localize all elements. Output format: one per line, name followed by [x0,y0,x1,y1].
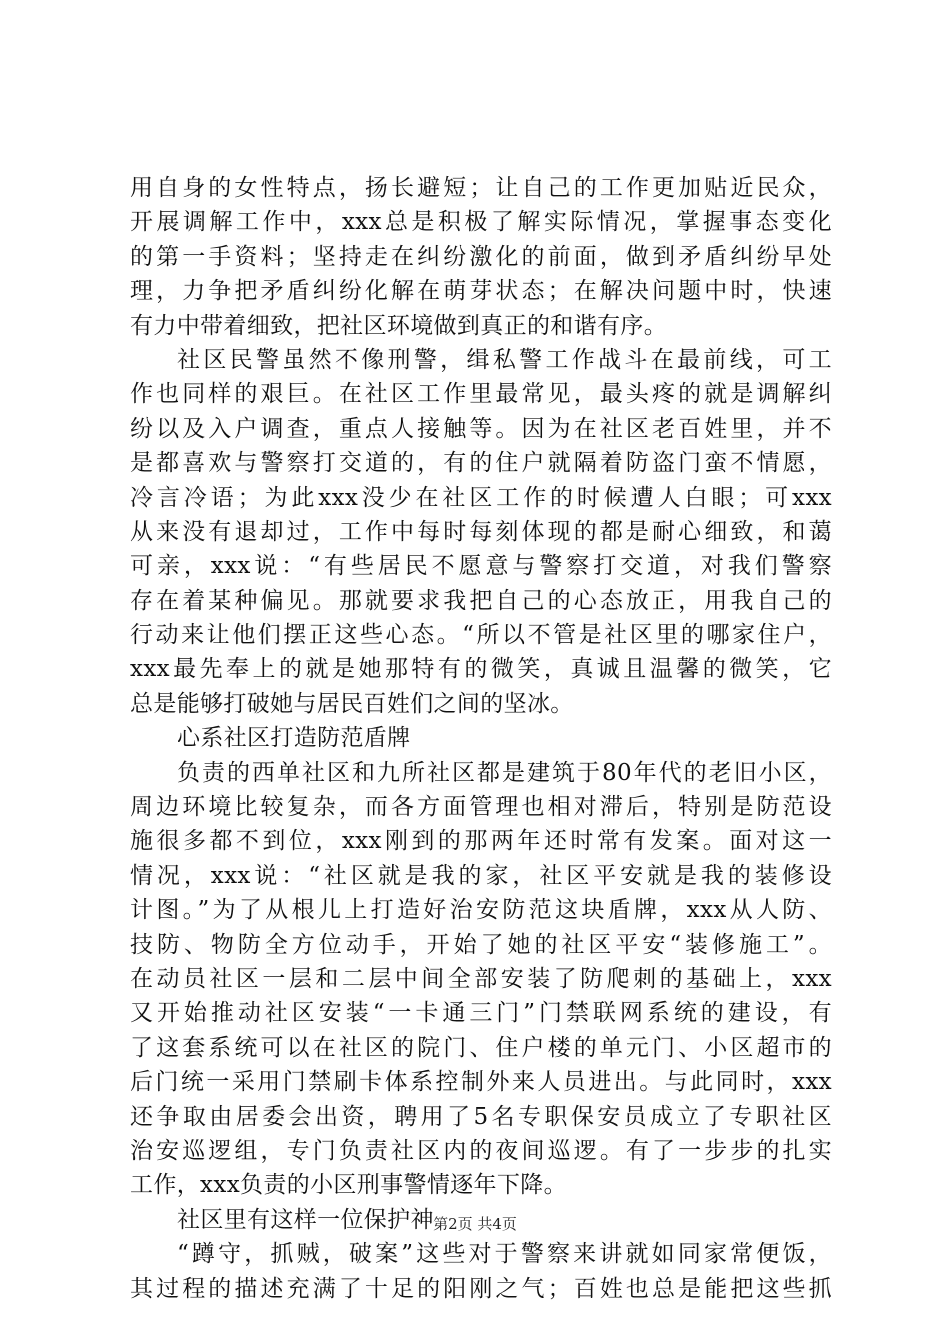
section-heading: 心系社区打造防范盾牌 [177,725,411,752]
text-line: 其过程的描述充满了十足的阳刚之气；百姓也总是能把这些抓 [130,1275,832,1302]
text-line: 的第一手资料；坚持走在纠纷激化的前面，做到矛盾纠纷早处 [130,243,832,270]
text-line: 开展调解工作中，xxx总是积极了解实际情况，掌握事态变化 [130,209,832,236]
text-line: 计图。”为了从根儿上打造好治安防范这块盾牌，xxx从人防、 [130,897,832,924]
text-line: 还争取由居委会出资，聘用了5名专职保安员成立了专职社区 [130,1103,832,1130]
text-line: 情况，xxx说：“社区就是我的家，社区平安就是我的装修设 [130,862,832,889]
text-line: 后门统一采用门禁刷卡体系控制外来人员进出。与此同时，xxx [130,1069,832,1096]
text-line: xxx最先奉上的就是她那特有的微笑，真诚且温馨的微笑，它 [130,656,832,683]
text-line: 施很多都不到位，xxx刚到的那两年还时常有发案。面对这一 [130,828,832,855]
text-line: 总是能够打破她与居民百姓们之间的坚冰。 [130,690,574,717]
text-line: 是都喜欢与警察打交道的，有的住户就隔着防盗门蛮不情愿， [130,450,832,477]
text-line: 周边环境比较复杂，而各方面管理也相对滞后，特别是防范设 [130,794,832,821]
text-line: 了这套系统可以在社区的院门、住户楼的单元门、小区超市的 [130,1034,832,1061]
text-line: 可亲，xxx说：“有些居民不愿意与警察打交道，对我们警察 [130,553,832,580]
text-line: 又开始推动社区安装“一卡通三门”门禁联网系统的建设，有 [130,1000,832,1027]
text-line: 纷以及入户调查，重点人接触等。因为在社区老百姓里，并不 [130,415,832,442]
text-line: 社区民警虽然不像刑警，缉私警工作战斗在最前线，可工 [177,346,832,373]
text-line: 有力中带着细致，把社区环境做到真正的和谐有序。 [130,312,668,339]
text-line: 存在着某种偏见。那就要求我把自己的心态放正，用我自己的 [130,587,832,614]
text-line: 工作，xxx负责的小区刑事警情逐年下降。 [130,1172,567,1199]
text-line: 冷言冷语；为此xxx没少在社区工作的时候遭人白眼；可xxx [130,484,832,511]
section-heading: 社区里有这样一位保护神 [177,1206,434,1233]
text-line: 用自身的女性特点，扬长避短；让自己的工作更加贴近民众， [130,175,832,201]
text-line: 行动来让他们摆正这些心态。“所以不管是社区里的哪家住户， [130,622,832,649]
text-line: 技防、物防全方位动手，开始了她的社区平安“装修施工”。 [130,931,832,958]
text-line: 负责的西单社区和九所社区都是建筑于80年代的老旧小区， [177,759,832,786]
text-line: “蹲守，抓贼，破案”这些对于警察来讲就如同家常便饭， [177,1241,832,1268]
text-line: 治安巡逻组，专门负责社区内的夜间巡逻。有了一步步的扎实 [130,1137,832,1164]
text-line: 从来没有退却过，工作中每时每刻体现的都是耐心细致，和蔼 [130,518,832,545]
text-line: 理，力争把矛盾纠纷化解在萌芽状态；在解决问题中时，快速 [130,278,832,305]
text-line: 作也同样的艰巨。在社区工作里最常见，最头疼的就是调解纠 [130,381,832,408]
document-body [130,171,832,1306]
text-line: 在动员社区一层和二层中间全部安装了防爬刺的基础上，xxx [130,965,832,992]
page-footer: 第2页 共4页 [433,1215,517,1233]
